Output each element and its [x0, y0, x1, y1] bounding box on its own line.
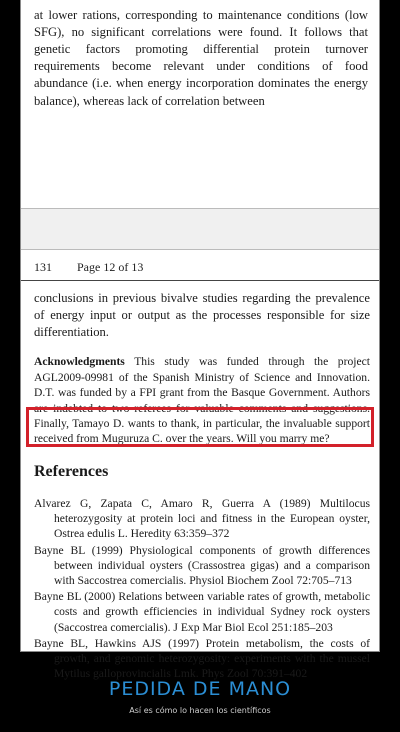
- footer-divider: [21, 280, 379, 281]
- reference-item: Bayne BL (1999) Physiological components of growth differences between individual oysters (Crassostrea gigas) and a comparison with Saccostrea comercialis. Physiol Biochem Zool 72:705–713: [34, 543, 370, 588]
- page-separator: [21, 208, 379, 250]
- references-heading: References: [34, 463, 109, 480]
- proposal-highlight-box: [26, 407, 374, 447]
- reference-item: Bayne BL (2000) Relations between variable rates of growth, metabolic costs and growth efficiencies in individual Sydney rock oysters (Saccostrea comercialis). J Exp Mar Biol Ecol 251:185–203: [34, 590, 370, 634]
- document-viewer: [20, 0, 380, 681]
- acknowledgments-heading: Acknowledgments: [34, 355, 125, 369]
- page-previous: [21, 0, 379, 208]
- page-footer: [34, 260, 143, 275]
- page-of-label: Page 12 of 13: [77, 260, 144, 274]
- page-number: 131: [34, 260, 52, 274]
- banner-subtitle: Así es cómo lo hacen los científicos: [129, 706, 271, 715]
- banner-title: PEDIDA DE MANO: [108, 678, 292, 700]
- reference-item: Alvarez G, Zapata C, Amaro R, Guerra A (1989) Multilocus heterozygosity at protein loci and fitness in the European oyster, Ostrea edulis L. Heredity 63:359–372: [34, 497, 370, 541]
- reference-item: Bayne BL, Hawkins AJS (1997) Protein metabolism, the costs of growth, and genomic heterozygosity: experiments with the mussel Mytilus galloprovincialis Lmk. Phys Zool 70:391–402: [34, 636, 370, 681]
- acknowledgments-text: This study was funded through the project AGL2009-09981 of the Spanish Ministry of Science and Innovation. D.T. was funded by a FPI grant from the Basque Government. Authors are indebted to two referees for valuable comments and suggestions. Finally, Tamayo D. wants to thank, in particular, the invaluable support received from Muguruza C. over the years. Will you marry me?: [34, 355, 370, 446]
- conclusion-paragraph: conclusions in previous bivalve studies regarding the prevalence of energy input or output as the processes responsible for size differentiation.: [34, 291, 370, 339]
- page1-paragraph: at lower rations, corresponding to maintenance conditions (low SFG), no significant correlations were found. It follows that genetic factors promoting differential protein turnover requirements become relevant under conditions of food abundance (i.e. when energy incorporation dominates the energy balance), whereas lack of correlation between: [34, 7, 368, 108]
- references-list: [34, 496, 370, 682]
